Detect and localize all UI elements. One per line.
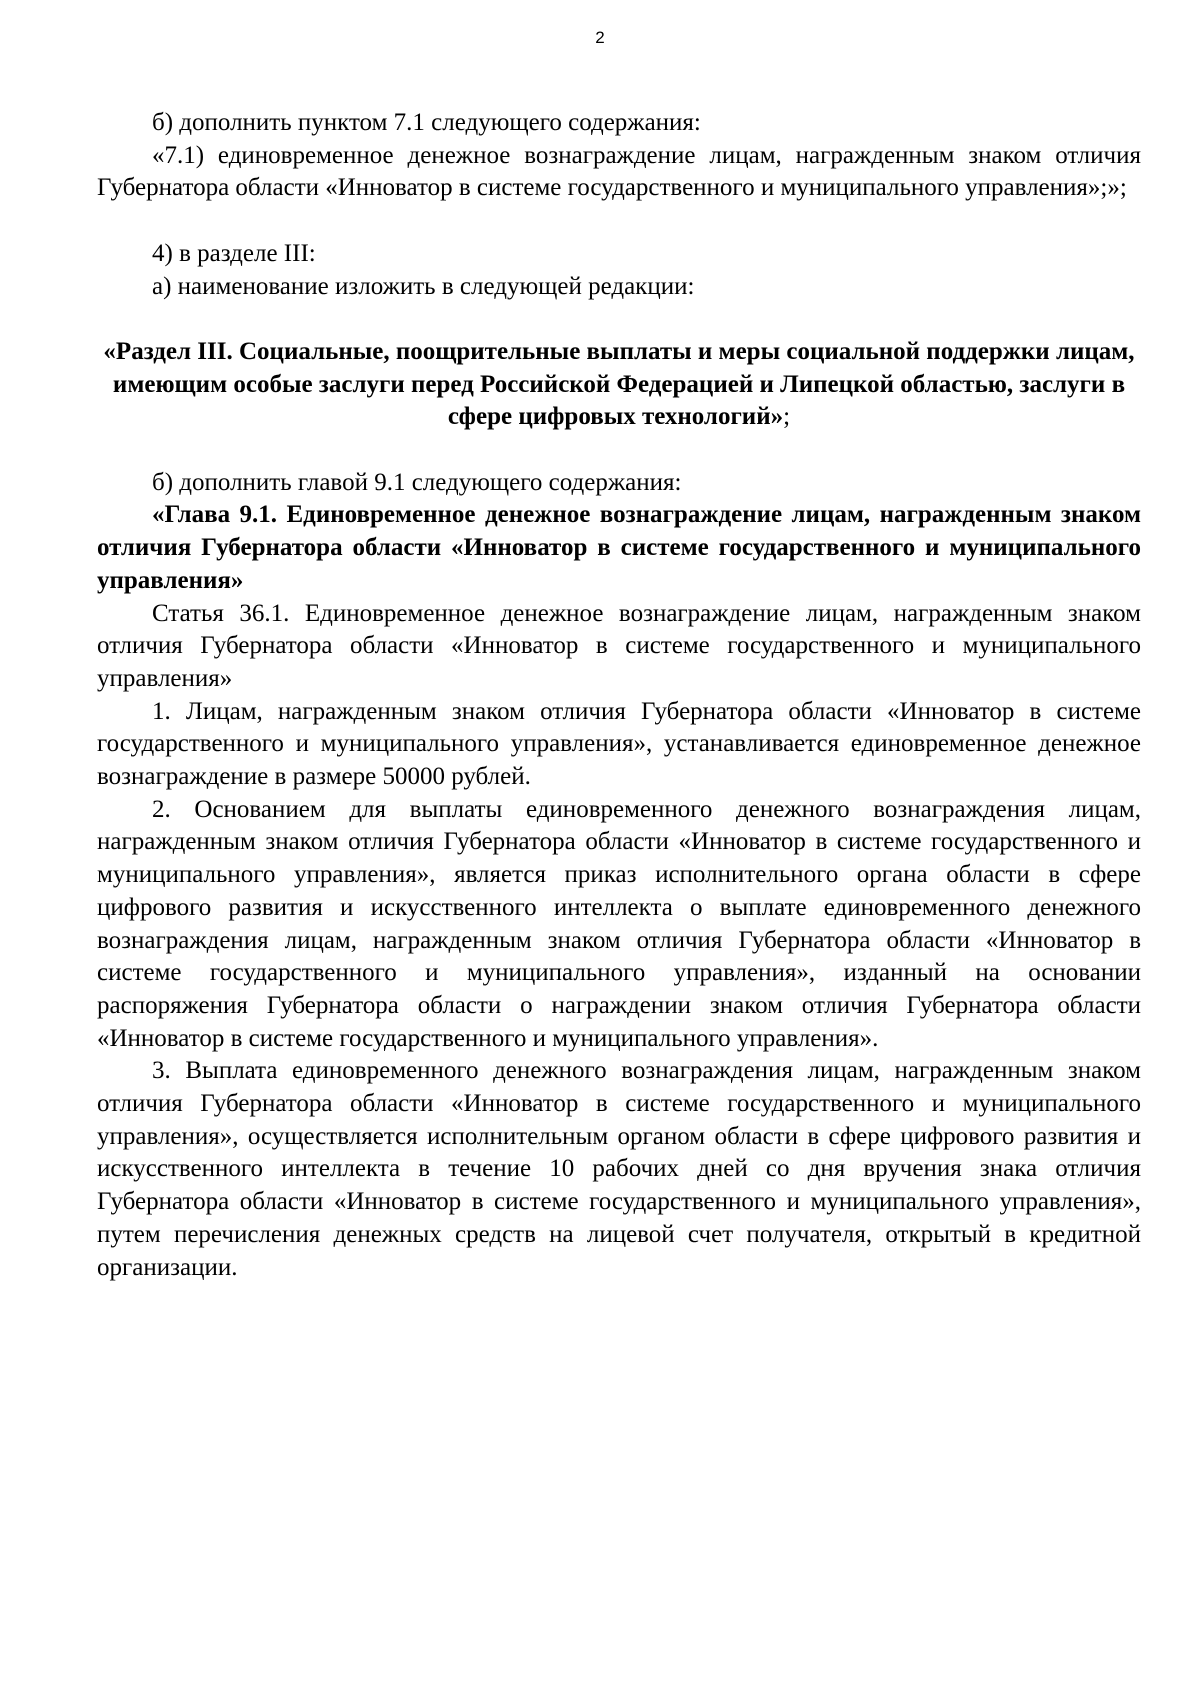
section-3-title: [97, 336, 1141, 434]
paragraph-spacer: [97, 205, 1141, 238]
article-36-1-item-2: 2. Основанием для выплаты единовременного денежного вознаграждения лицам, награжденным знаком отличия Губернатора области «Инноватор в системе государственного и муниципального управления», является приказ исполнительного органа области в сфере цифрового развития и искусственного интеллекта о выплате единовременного денежного вознаграждения лицам, награжденным знаком отличия Губернатора области «Инноватор в системе государственного и муниципального управления», изданный на основании распоряжения Губернатора области о награждении знаком отличия Губернатора области «Инноватор в системе государственного и муниципального управления».: [97, 795, 1141, 1052]
document-body: [97, 107, 1141, 1284]
article-36-1-item-1: 1. Лицам, награжденным знаком отличия Губернатора области «Инноватор в системе государственного и муниципального управления», устанавливается единовременное денежное вознаграждение в размере 50000 рублей.: [97, 697, 1141, 791]
chapter-9-1-title: «Глава 9.1. Единовременное денежное вознаграждение лицам, награжденным знаком отличия Губернатора области «Инноватор в системе государственного и муниципального управления»: [97, 501, 1141, 594]
paragraph-chapter-9-1-amendment: б) дополнить главой 9.1 следующего содержания:: [152, 468, 682, 496]
article-36-1-item-3: 3. Выплата единовременного денежного вознаграждения лицам, награжденным знаком отличия Губернатора области «Инноватор в системе государственного и муниципального управления», осуществляется исполнительным органом области в сфере цифрового развития и искусственного интеллекта в течение 10 рабочих дней со дня вручения знака отличия Губернатора области «Инноватор в системе государственного и муниципального управления», путем перечисления денежных средств на лицевой счет получателя, открытый в кредитной организации.: [97, 1057, 1141, 1281]
section-3-title-text: «Раздел III. Социальные, поощрительные выплаты и меры социальной поддержки лицам, имеющим особые заслуги перед Российской Федерацией и Липецкой областью, заслуги в сфере цифровых технологий»: [103, 337, 1135, 431]
paragraph-section-title-amendment: а) наименование изложить в следующей редакции:: [152, 272, 695, 300]
paragraph-spacer: [97, 434, 1141, 467]
paragraph-spacer: [97, 303, 1141, 336]
page-number: 2: [595, 28, 605, 47]
paragraph-section-3-intro: 4) в разделе III:: [152, 239, 316, 267]
paragraph-amendment-b-7-1: б) дополнить пунктом 7.1 следующего содержания:: [152, 109, 701, 136]
section-3-title-punctuation: ;: [783, 403, 791, 431]
article-36-1-title: Статья 36.1. Единовременное денежное вознаграждение лицам, награжденным знаком отличия Губернатора области «Инноватор в системе государственного и муниципального управления»: [97, 599, 1141, 692]
paragraph-point-7-1-text: «7.1) единовременное денежное вознаграждение лицам, награжденным знаком отличия Губернатора области «Инноватор в системе государственного и муниципального управления»;»;: [97, 141, 1141, 202]
